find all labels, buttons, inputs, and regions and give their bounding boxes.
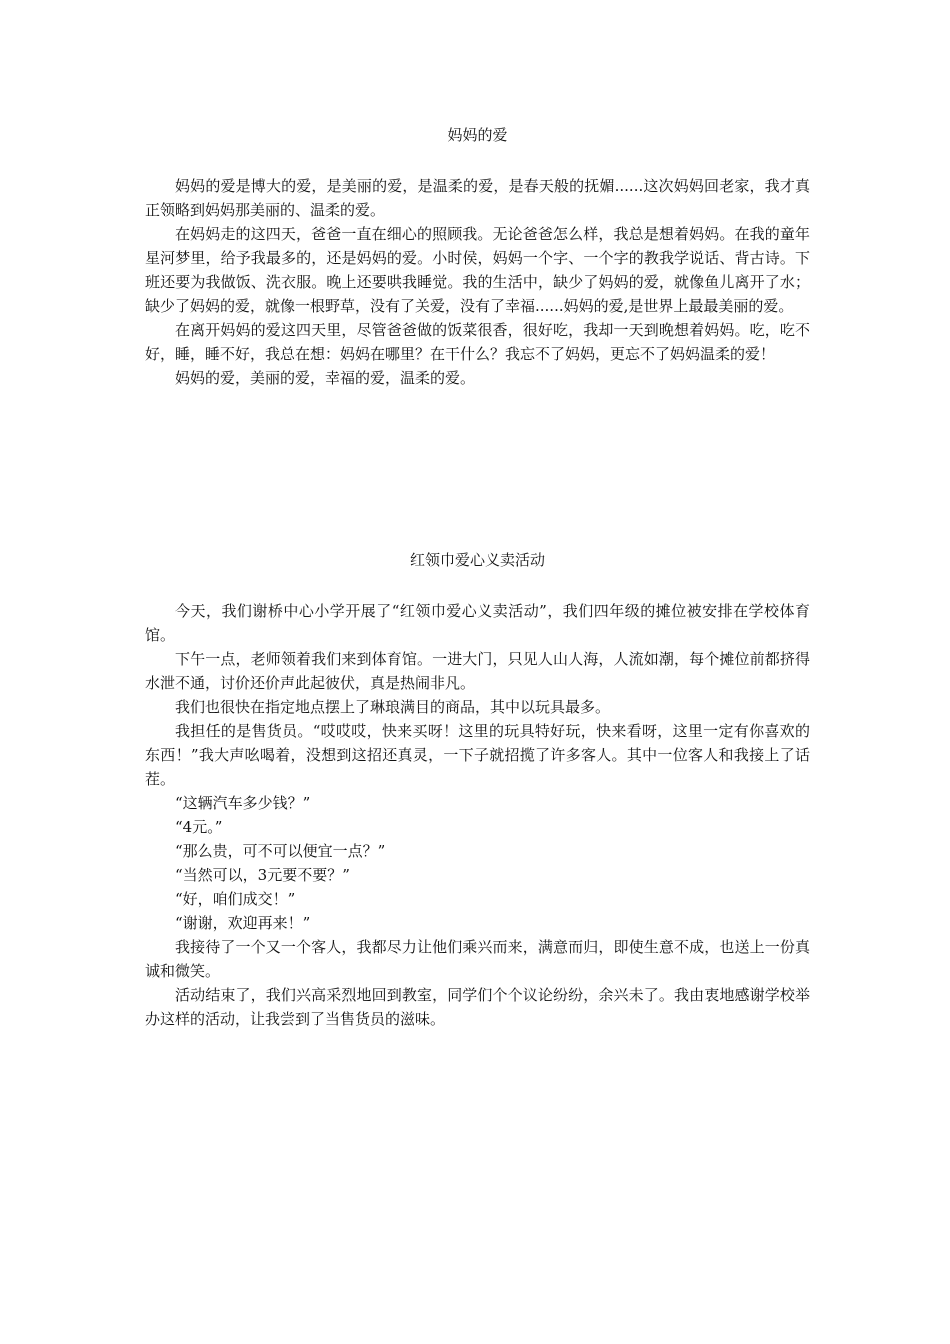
- paragraph: 在离开妈妈的爱这四天里，尽管爸爸做的饭菜很香，很好吃，我却一天到晚想着妈妈。吃，吃不好，睡，睡不好，我总在想：妈妈在哪里？在干什么？我忘不了妈妈，更忘不了妈妈温柔的爱！: [145, 321, 810, 363]
- dialogue-line: “这辆汽车多少钱？”: [175, 794, 311, 812]
- dialogue-line: “好，咱们成交！”: [175, 890, 296, 908]
- article-charity-sale: [145, 548, 810, 1031]
- dialogue-line: “那么贵，可不可以便宜一点？”: [175, 842, 386, 860]
- article-mothers-love: [145, 123, 810, 390]
- paragraph: 我接待了一个又一个客人，我都尽力让他们乘兴而来，满意而归，即使生意不成，也送上一份真诚和微笑。: [145, 938, 810, 980]
- paragraph: 今天，我们谢桥中心小学开展了“红领巾爱心义卖活动”，我们四年级的摊位被安排在学校体育馆。: [145, 602, 810, 644]
- paragraph: 我担任的是售货员。“哎哎哎，快来买呀！这里的玩具特好玩，快来看呀，这里一定有你喜欢的东西！”我大声吆喝着，没想到这招还真灵，一下子就招揽了许多客人。其中一位客人和我接上了话茬。: [145, 722, 810, 788]
- article-title: 红领巾爱心义卖活动: [409, 551, 545, 569]
- paragraph: 妈妈的爱，美丽的爱，幸福的爱，温柔的爱。: [175, 369, 476, 387]
- paragraph: 我们也很快在指定地点摆上了琳琅满目的商品，其中以玩具最多。: [175, 698, 611, 716]
- dialogue-line: “当然可以，3元要不要？”: [175, 866, 350, 884]
- paragraph: 在妈妈走的这四天，爸爸一直在细心的照顾我。无论爸爸怎么样，我总是想着妈妈。在我的童年星河梦里，给予我最多的，还是妈妈的爱。小时侯，妈妈一个字、一个字的教我学说话、背古诗。下班还要为我做饭、洗衣服。晚上还要哄我睡觉。我的生活中，缺少了妈妈的爱，就像鱼儿离开了水；缺少了妈妈的爱，就像一根野草，没有了关爱，没有了幸福......妈妈的爱,是世界上最最美丽的爱。: [145, 225, 810, 315]
- paragraph: 下午一点，老师领着我们来到体育馆。一进大门，只见人山人海，人流如潮，每个摊位前都挤得水泄不通，讨价还价声此起彼伏，真是热闹非凡。: [145, 650, 810, 692]
- dialogue-line: “谢谢，欢迎再来！”: [175, 914, 311, 932]
- article-title: 妈妈的爱: [447, 126, 508, 144]
- paragraph: 活动结束了，我们兴高采烈地回到教室，同学们个个议论纷纷，余兴未了。我由衷地感谢学校举办这样的活动，让我尝到了当售货员的滋味。: [145, 986, 810, 1028]
- dialogue-line: “4元。”: [175, 818, 223, 836]
- paragraph: 妈妈的爱是博大的爱，是美丽的爱，是温柔的爱，是春天般的抚媚......这次妈妈回老家，我才真正领略到妈妈那美丽的、温柔的爱。: [145, 177, 810, 219]
